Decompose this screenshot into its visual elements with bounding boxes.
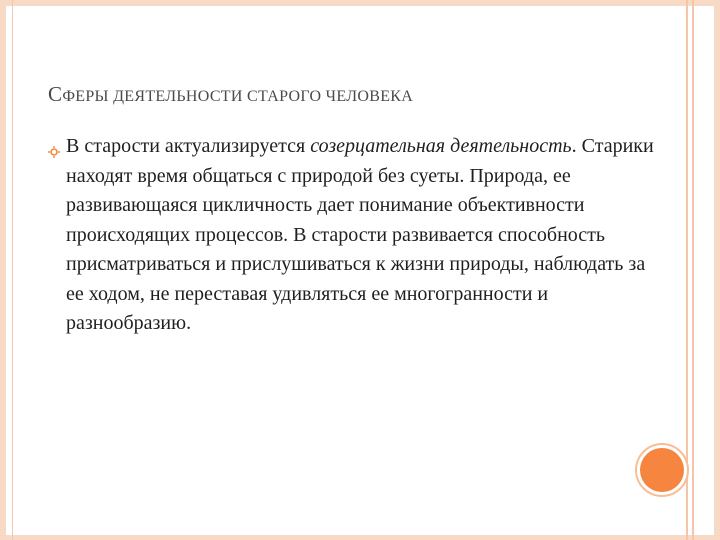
frame-right-band <box>686 0 688 540</box>
slide-title-initial: С <box>48 82 63 106</box>
paragraph-lead: В старости актуализируется <box>66 135 311 157</box>
frame-right-band-inner <box>692 0 694 540</box>
sun-bullet-icon <box>48 146 60 158</box>
slide-title <box>48 82 413 107</box>
paragraph-rest: . Старики находят время общаться с природой без суеты. Природа, ее развивающаяся цикличность дает понимание объективности происходящих процессов. В старости развивается способность присматриваться и прислушиваться к жизни природы, наблюдать за ее ходом, не переставая удивляться ее многогранности и разнообразию. <box>66 135 654 334</box>
slide-title-rest: ФЕРЫ ДЕЯТЕЛЬНОСТИ СТАРОГО ЧЕЛОВЕКА <box>62 88 414 105</box>
orange-circle-icon <box>640 448 684 492</box>
paragraph-emphasis: созерцательная деятельность <box>310 135 572 157</box>
body-paragraph <box>66 132 666 339</box>
frame-left-line <box>12 0 13 540</box>
